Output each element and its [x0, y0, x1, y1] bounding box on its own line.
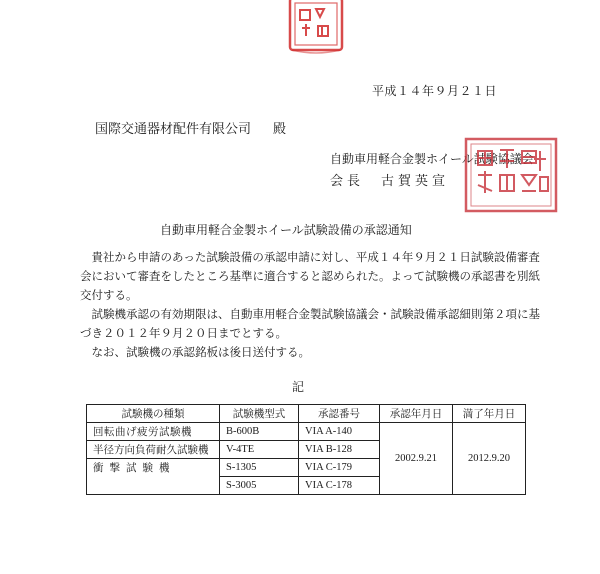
sender-organization: 自動車用軽合金製ホイール試験協議会: [330, 152, 534, 166]
table-header-row: [87, 405, 526, 423]
top-red-seal: [284, 0, 348, 58]
machine-kind: 回転曲げ疲労試験機: [87, 423, 220, 441]
ki-heading: 記: [292, 380, 305, 394]
addressee-honorific: 殿: [273, 122, 287, 137]
machine-model: B-600B: [220, 423, 299, 441]
body-paragraph-3: なお、試験機の承認銘板は後日送付する。: [91, 345, 310, 359]
document-subject: 自動車用軽合金製ホイール試験設備の承認通知: [160, 223, 412, 237]
approval-number: VIA C-179: [299, 459, 380, 477]
machine-model: V-4TE: [220, 441, 299, 459]
approval-number: VIA B-128: [299, 441, 380, 459]
machine-kind: 半径方向負荷耐久試験機: [87, 441, 220, 459]
header-expiry-date: 満了年月日: [453, 405, 526, 423]
header-model: 試験機型式: [220, 405, 299, 423]
machine-kind: 衝撃試験機: [87, 459, 220, 495]
header-approval-no: 承認番号: [299, 405, 380, 423]
machine-model: S-3005: [220, 477, 299, 495]
approval-table: [86, 404, 526, 495]
sender-red-seal: [462, 135, 560, 215]
expiry-date: 2012.9.20: [453, 423, 526, 495]
addressee-company: 国際交通器材配件有限公司: [95, 122, 252, 137]
header-approval-date: 承認年月日: [380, 405, 453, 423]
addressee: [95, 118, 286, 137]
approval-number: VIA A-140: [299, 423, 380, 441]
letter-date: 平成１４年９月２１日: [372, 84, 498, 98]
letter-body: [80, 248, 550, 362]
approval-number: VIA C-178: [299, 477, 380, 495]
body-paragraph-1: 貴社から申請のあった試験設備の承認申請に対し、平成１４年９月２１日試験設備審査会において審査をしたところ基準に適合すると認められた。よって試験機の承認書を別紙交付する。: [80, 250, 540, 302]
body-paragraph-2: 試験機承認の有効期限は、自動車用軽合金製試験協議会・試験設備承認細則第２項に基づき２０１２年９月２０日までとする。: [80, 307, 540, 340]
table-row: [87, 423, 526, 441]
sender-name: 会長 古賀英宣: [330, 174, 450, 189]
machine-model: S-1305: [220, 459, 299, 477]
header-machine-type: 試験機の種類: [87, 405, 220, 423]
approval-date: 2002.9.21: [380, 423, 453, 495]
